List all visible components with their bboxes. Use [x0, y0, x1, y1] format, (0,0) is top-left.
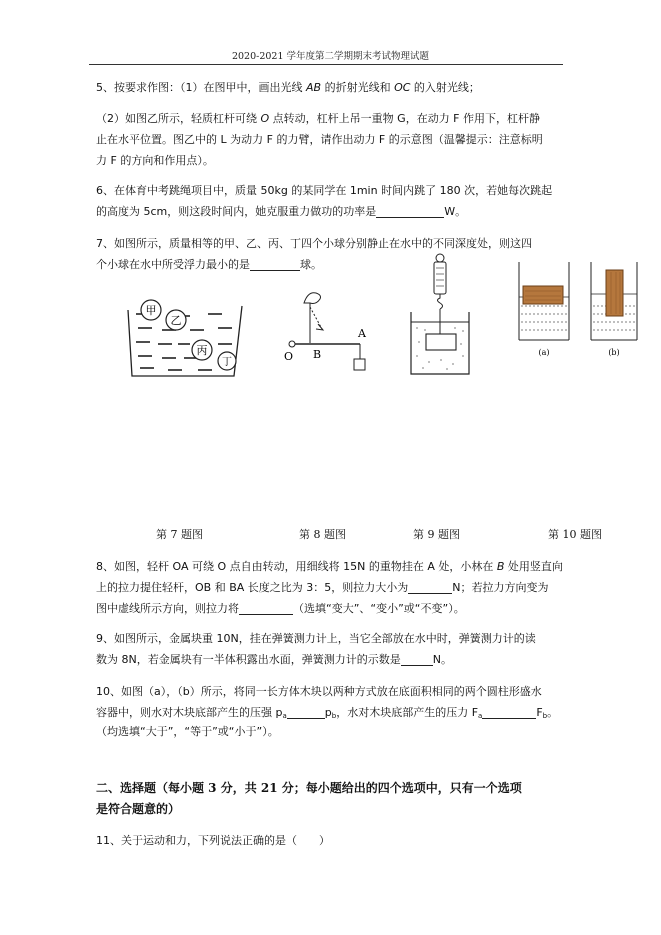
caption-fig7: 第 7 题图 [156, 528, 203, 541]
caption-fig10: 第 10 题图 [548, 528, 602, 541]
q10-text: 容器中，则水对木块底部产生的压强 p [96, 706, 283, 719]
q10-sub: b [331, 712, 337, 720]
q6-unit: W。 [444, 205, 467, 218]
q5-text: （2）如图乙所示，轻质杠杆可绕 [96, 112, 261, 125]
q8-text: 8、如图，轻杆 OA 可绕 O 点自由转动，用细线将 15N 的重物挂在 A 处，小林在 [96, 560, 497, 573]
q8-text: 图中虚线所示方向，则拉力将 [96, 602, 239, 615]
q6-answer-blank[interactable] [376, 204, 444, 218]
q5-line1 [96, 77, 566, 99]
fig10-block-a [523, 286, 563, 304]
fig10-label-b: (b) [608, 348, 620, 357]
q10-line3: （均选填“大于”，“等于”或“小于”）。 [96, 725, 279, 738]
q5-pivot-o: O [260, 112, 270, 125]
figure-10 [513, 262, 643, 362]
fig8-dashed-direction [310, 307, 322, 329]
fig8-label-o: O [284, 350, 294, 363]
q5-text: 点转动，杠杆上吊一重物 G，在动力 F 作用下，杠杆静 [269, 112, 541, 125]
q8-point-b: B [496, 560, 505, 573]
q5-text: 的入射光线； [410, 81, 480, 94]
q7-line1: 7、如图所示，质量相等的甲、乙、丙、丁四个小球分别静止在水中的不同深度处，则这四 [96, 237, 532, 250]
q10-text: p [324, 706, 332, 719]
q8-text: （选填“变大”、“变小”或“不变”）。 [293, 602, 465, 615]
q7-line2 [96, 254, 566, 276]
q8-line3 [96, 598, 566, 620]
q10-sub: b [542, 712, 548, 720]
q10-text: 。 [547, 706, 559, 719]
q5-line4: 力 F 的方向和作用点）。 [96, 154, 214, 167]
q11-stem: 11、关于运动和力，下列说法正确的是（ ） [96, 834, 330, 847]
q5-line2 [96, 108, 566, 130]
q10-line1: 10、如图（a），（b）所示，将同一长方体木块以两种方式放在底面积相同的两个圆柱形盛水 [96, 685, 542, 698]
q10-text: F [536, 706, 543, 719]
figure-9 [407, 252, 477, 382]
q8-answer-blank-2[interactable] [239, 601, 293, 615]
q5-text: 5、按要求作图：（1）在图甲中，画出光线 [96, 81, 306, 94]
q7-answer-blank[interactable] [250, 257, 300, 271]
figure-7 [118, 292, 248, 382]
fig8-weight [354, 359, 365, 370]
header-rule [89, 64, 563, 65]
section2-heading-line2: 是符合题意的） [96, 802, 181, 816]
fig7-label-jia: 甲 [145, 304, 157, 317]
q5-ray-ab: AB [306, 81, 322, 94]
q6-text: 的高度为 5cm，则这段时间内，她克服重力做功的功率是 [96, 205, 377, 218]
q10-text: ，水对木块底部产生的压力 F [336, 706, 479, 719]
fig9-metal-block [426, 334, 456, 350]
fig8-label-b: B [313, 348, 322, 361]
q5-ray-oc: OC [394, 81, 411, 94]
q9-line2 [96, 649, 566, 671]
fig7-label-ding: 丁 [222, 357, 232, 368]
fig7-label-yi: 乙 [170, 314, 182, 327]
q8-text: N；若拉力方向变为 [452, 581, 549, 594]
q6-line2 [96, 201, 566, 223]
fig8-hand [304, 293, 321, 304]
section2-heading-line1: 二、选择题（每小题 3 分，共 21 分；每小题给出的四个选项中，只有一个选项 [96, 781, 522, 795]
q6-line1: 6、在体育中考跳绳项目中，质量 50kg 的某同学在 1min 时间内跳了 180 次，若她每次跳起 [96, 184, 553, 197]
fig10-label-a: (a) [538, 348, 550, 357]
q7-text: 个小球在水中所受浮力最小的是 [96, 258, 250, 271]
fig9-hook [438, 294, 443, 309]
q8-line1 [96, 556, 566, 578]
q8-answer-blank-1[interactable] [408, 580, 452, 594]
fig9-ring [436, 254, 444, 262]
q9-answer-blank[interactable] [401, 652, 433, 666]
q8-text: 处用竖直向 [504, 560, 563, 573]
fig8-pivot-o [289, 341, 295, 347]
page-header: 2020-2021 学年度第二学期期末考试物理试题 [231, 51, 430, 62]
q5-text: 的折射光线和 [321, 81, 395, 94]
q8-line2 [96, 577, 566, 599]
fig8-label-a: A [358, 327, 366, 340]
q8-text: 上的拉力提住轻杆，OB 和 BA 长度之比为 3：5，则拉力大小为 [96, 581, 409, 594]
caption-fig9: 第 9 题图 [413, 528, 460, 541]
caption-fig8: 第 8 题图 [299, 528, 346, 541]
fig10-container-b [591, 262, 637, 340]
q9-unit: N。 [432, 653, 452, 666]
figure-8 [282, 285, 382, 375]
fig9-spring-scale [434, 262, 446, 294]
q9-line1: 9、如图所示，金属块重 10N，挂在弹簧测力计上，当它全部放在水中时，弹簧测力计的读 [96, 632, 536, 645]
q10-answer-blank-2[interactable] [482, 705, 536, 719]
q10-answer-blank-1[interactable] [287, 705, 325, 719]
q7-unit: 球。 [300, 258, 322, 271]
q10-sub: a [478, 712, 483, 720]
q10-sub: a [282, 712, 287, 720]
q5-line3: 止在水平位置。图乙中的 L 为动力 F 的力臂，请作出动力 F 的示意图（温馨提示：注意标明 [96, 133, 543, 146]
fig10-container-a [519, 262, 569, 340]
fig10-block-b [606, 270, 623, 316]
fig7-label-bing: 丙 [196, 344, 208, 357]
q9-text: 数为 8N，若金属块有一半体积露出水面，弹簧测力计的示数是 [96, 653, 401, 666]
